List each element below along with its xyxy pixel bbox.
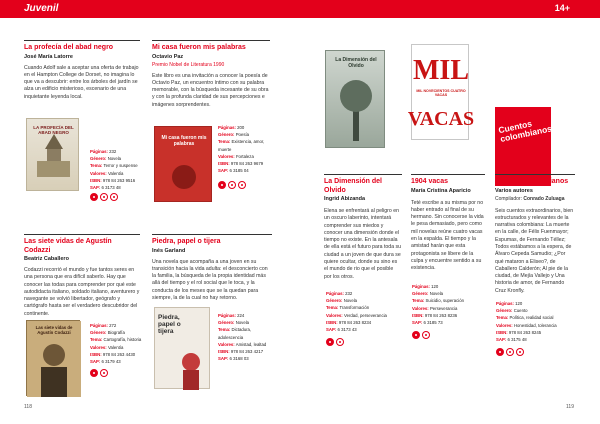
svg-text:VACAS: VACAS	[407, 108, 475, 130]
cover-title: Piedra, papel o tijera	[158, 314, 181, 335]
divider	[24, 40, 140, 41]
book-entry-abad	[24, 40, 140, 101]
book-cover-codazzi	[26, 320, 80, 396]
book-cover-palabras	[154, 126, 212, 202]
section-title: Juvenil	[24, 3, 59, 14]
book-entry-piedra	[152, 234, 272, 302]
icon-row-vacas	[412, 331, 430, 339]
section-header-bar	[0, 0, 600, 18]
book-meta-piedra: Páginas: 224 Género: Novela Tema: Dictadura, adolescencia Valores: Amistad, lealtad ISBN: 978 84 263 4217 SAP: 6 3168 03	[218, 313, 267, 362]
cover-title: Mi casa fueron mis palabras	[161, 135, 207, 147]
book-meta-cuentos: Páginas: 120 Género: Cuento Tema: Política, realidad social Valores: Honestidad, tolerancia ISBN: 978 84 263 8245 SAP: 6 3175 48	[496, 301, 557, 343]
divider	[152, 234, 272, 235]
digital-icon	[110, 193, 118, 201]
reading-guide-icon	[506, 348, 514, 356]
divider	[495, 174, 575, 175]
book-author: Octavio Paz	[152, 53, 184, 60]
book-author: Ingrid Abizanda	[324, 196, 366, 202]
reading-guide-icon	[336, 338, 344, 346]
cover-title: Las siete vidas de Agustín Codazzi	[35, 325, 73, 335]
reading-guide-icon	[228, 181, 236, 189]
book-title: Las siete vidas de Agustín Codazzi	[24, 238, 112, 254]
svg-text:MIL: MIL	[413, 55, 469, 86]
divider	[324, 174, 402, 175]
cover-title: LA PROFECÍA DEL ABAD NEGRO	[33, 125, 74, 135]
page-number-left: 118	[24, 404, 32, 410]
book-entry-cuentos	[495, 174, 575, 295]
book-entry-vacas	[411, 174, 485, 272]
book-author: Beatriz Caballero	[24, 256, 69, 262]
book-title: Piedra, papel o tijera	[152, 238, 221, 245]
icon-row-codazzi	[90, 369, 108, 377]
book-entry-codazzi	[24, 234, 140, 318]
book-award: Premio Nobel de Literatura 1990	[152, 61, 225, 68]
divider	[411, 174, 485, 175]
cover-title: La Dimensión del Olvido	[335, 57, 377, 69]
age-badge: 14+	[554, 3, 570, 13]
book-author: José María Latorre	[24, 53, 73, 60]
book-meta-abad: Páginas: 232 Género: Novela Tema: Terror y suspense Valores: Valentía ISBN: 978 84 263 9516 SAP: 6 3173 48	[90, 149, 138, 191]
audio-icon	[412, 331, 420, 339]
icon-row-olvido	[326, 338, 344, 346]
audio-icon	[90, 193, 98, 201]
book-meta-olvido: Páginas: 232 Género: Novela Tema: Transformación Valores: Verdad, perseverancia ISBN: 978 84 263 8234 SAP: 6 3173 43	[326, 291, 387, 333]
audio-icon	[496, 348, 504, 356]
book-description: Una novela que acompaña a una joven en su transición hacia la vida adulta: el desconcierto con la familia, la búsqueda de la propia identidad más allá del tiempo y el rol social que le toca, y la conducta de los meses que se la quedan para siempre, la de la cual no hay retorno.	[152, 258, 268, 301]
book-description: Codazzi recorrió el mundo y fue tantos seres en una persona que era difícil saberlo. Hay que conocer las todas para comprender por qué este autodidacta italiano, soldado italiano, aventurero y navegante se volvió libertador, geógrafo y cartógrafo hasta ser el verdadero descubridor del continente.	[24, 267, 140, 317]
audio-icon	[90, 369, 98, 377]
book-description: Teté escribe a su misma por no haber entrado al final de su hermano. Sin conocerse la vida le pesa demasiado, pero como mil novelas reúne cuatro vacas en la espalda. El tiempo y la amistad harán que esta protagonista se libere de la culpa y encuentre sentido a su existencia.	[411, 199, 484, 272]
book-author: María Cristina Aparicio	[411, 187, 471, 194]
book-author: Varios autores	[495, 187, 533, 194]
book-compiler: Compilador: Conrado Zuluaga	[495, 195, 565, 202]
icon-row-cuentos	[496, 348, 524, 356]
book-title: Mi casa fueron mis palabras	[152, 44, 246, 51]
audio-icon	[218, 181, 226, 189]
cover-subtitle: MIL NOVECIENTOS CUATRO VACAS	[416, 89, 466, 97]
book-meta-palabras: Páginas: 200 Género: Poesía Tema: Existencia, amor, muerte Valores: Fortaleza ISBN: 978 84 263 9679 SAP: 6 3185 04	[218, 125, 265, 174]
book-cover-piedra	[154, 307, 210, 389]
book-title: 1904 vacas	[411, 178, 448, 185]
divider	[24, 234, 140, 235]
book-author: Inés Garland	[152, 247, 186, 254]
audio-icon	[326, 338, 334, 346]
book-meta-vacas: Páginas: 120 Género: Novela Tema: Suicidio, superación Valores: Perseverancia ISBN: 978 84 263 8236 SAP: 6 3185 73	[412, 284, 465, 326]
book-title: La Dimensión del Olvido	[324, 178, 382, 194]
icon-row-abad	[90, 193, 118, 201]
digital-icon	[238, 181, 246, 189]
book-cover-olvido	[325, 50, 385, 148]
divider	[152, 40, 270, 41]
book-entry-palabras	[152, 40, 270, 109]
reading-guide-icon	[100, 369, 108, 377]
icon-row-palabras	[218, 181, 246, 189]
book-description: Elena se enfrentará al peligro en un oscuro laberinto, intentará comprender sus miedos y conocer una dimensión donde el tiempo no existe. En la antesala de ella está el futuro para toda su ciudad a un joven de que dura se quiere ocultar, donde su sino es el mundo de rio que el posible por los otros.	[324, 208, 401, 280]
cover-title: Cuentos colombianos	[497, 118, 553, 145]
book-entry-olvido	[324, 174, 402, 281]
book-description: Este libro es una invitación a conocer la poesía de Octavio Paz, un encuentro íntimo con su palabra memorable, con la búsqueda incesante de su obra y con la profunda claridad de sus percepciones e imágenes sorprendentes.	[152, 72, 269, 108]
book-title: Cuentos colombianos	[495, 178, 569, 185]
book-title: La profecía del abad negro	[24, 44, 114, 51]
book-cover-abad	[26, 118, 79, 191]
digital-icon	[516, 348, 524, 356]
book-cover-vacas	[407, 44, 475, 140]
book-meta-codazzi: Páginas: 272 Género: Biografía Tema: Cartografía, historia Valores: Valentía ISBN: 978 84 263 4430 SAP: 6 3179 43	[90, 323, 142, 365]
reading-guide-icon	[422, 331, 430, 339]
page-number-right: 119	[566, 404, 574, 410]
book-description: Seis cuentos extraordinarios, bien estructurados y relevantes de la narrativa colombiana: La muerte en la calle, de Félix Fuenmayor; Espumas, de Fernando Téllez; Todos estábamos a la espera, de Álvaro Cepeda Samudio; ¿Por qué mataron a Eliseo?, de Caballero Calderón; Al pie de la ciudad, de Mejía Vallejo y Una historia de amor, de Fernando Cruz Kronfly.	[495, 207, 574, 294]
reading-guide-icon	[100, 193, 108, 201]
book-description: Cuando Adolf sale a aceptar una oferta de trabajo en el Hampton College de Dorset, no imagina lo que va a descubrir: entre los árboles del jardín se alza un edificio misterioso, escenario de una inquietante leyenda local.	[24, 64, 139, 100]
